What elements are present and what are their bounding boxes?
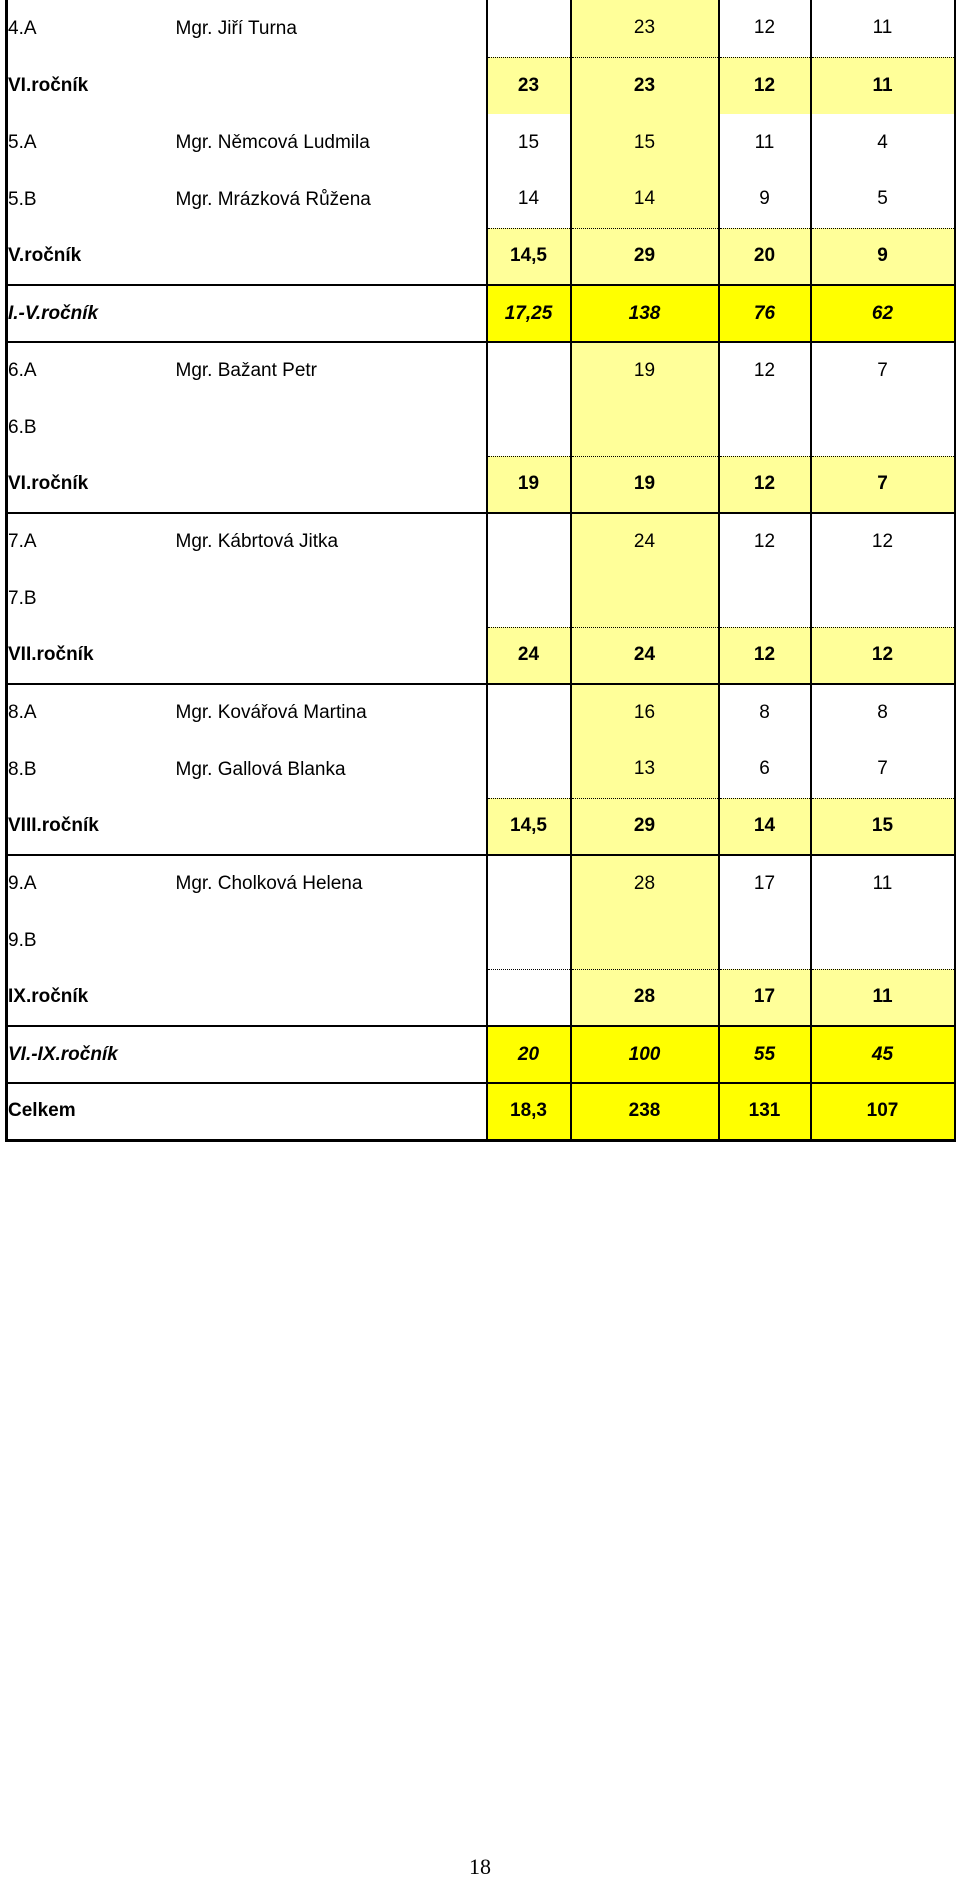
- class-cell: Celkem: [7, 1083, 176, 1140]
- girls-cell: 7: [811, 342, 955, 399]
- table-row: [7, 1026, 955, 1083]
- girls-cell: 45: [811, 1026, 955, 1083]
- girls-cell: 11: [811, 855, 955, 912]
- class-cell: 7.A: [7, 513, 176, 570]
- boys-cell: 12: [719, 342, 811, 399]
- girls-cell: 12: [811, 627, 955, 684]
- average-cell: [487, 399, 571, 456]
- total-cell: 23: [571, 57, 719, 114]
- total-cell: [571, 912, 719, 969]
- table-row: [7, 114, 955, 171]
- total-cell: 15: [571, 114, 719, 171]
- teacher-cell: Mgr. Němcová Ludmila: [175, 131, 370, 153]
- table-row: [7, 969, 955, 1026]
- total-cell: 28: [571, 855, 719, 912]
- teacher-cell: Mgr. Kovářová Martina: [176, 684, 487, 741]
- class-cell: VII.ročník: [7, 627, 176, 684]
- average-cell: 17,25: [487, 285, 571, 342]
- class-cell: 5.A: [7, 114, 176, 171]
- girls-cell: 11: [811, 57, 955, 114]
- girls-cell: 9: [811, 228, 955, 285]
- average-cell: 15: [487, 114, 571, 171]
- girls-cell: 11: [811, 0, 955, 57]
- average-cell: 14: [487, 171, 571, 228]
- teacher-cell: [176, 627, 487, 684]
- teacher-cell: [176, 456, 487, 513]
- total-cell: 28: [571, 969, 719, 1026]
- class-cell: 9.B: [7, 912, 176, 969]
- average-cell: 19: [487, 456, 571, 513]
- girls-cell: 107: [811, 1083, 955, 1140]
- boys-cell: 11: [719, 114, 811, 171]
- average-cell: 23: [487, 57, 571, 114]
- boys-cell: 12: [719, 456, 811, 513]
- total-cell: 14: [571, 171, 719, 228]
- table-row: [7, 627, 955, 684]
- table-row: [7, 798, 955, 855]
- teacher-cell: Mgr. Cholková Helena: [176, 855, 487, 912]
- total-cell: [571, 399, 719, 456]
- total-cell: 13: [571, 741, 719, 798]
- average-cell: 14,5: [487, 228, 571, 285]
- table-row: [7, 570, 955, 627]
- class-cell: 8.B: [7, 741, 176, 798]
- teacher-cell: Mgr. Mrázková Růžena: [175, 188, 371, 210]
- average-cell: 20: [487, 1026, 571, 1083]
- average-cell: 24: [487, 627, 571, 684]
- boys-cell: 12: [719, 57, 811, 114]
- average-cell: [487, 570, 571, 627]
- class-cell: V.ročník: [7, 228, 176, 285]
- boys-cell: [719, 399, 811, 456]
- average-cell: 18,3: [487, 1083, 571, 1140]
- girls-cell: 7: [811, 741, 955, 798]
- total-cell: 24: [571, 627, 719, 684]
- girls-cell: 7: [811, 456, 955, 513]
- table-row: [7, 513, 955, 570]
- average-cell: [487, 684, 571, 741]
- average-cell: 14,5: [487, 798, 571, 855]
- teacher-cell: [176, 399, 487, 456]
- table-row: [7, 1083, 955, 1140]
- total-cell: 238: [571, 1083, 719, 1140]
- total-cell: 29: [571, 798, 719, 855]
- total-cell: 138: [571, 285, 719, 342]
- girls-cell: 62: [811, 285, 955, 342]
- total-cell: 16: [571, 684, 719, 741]
- table-row: [7, 342, 955, 399]
- teacher-cell: Mgr. Kábrtová Jitka: [176, 513, 487, 570]
- girls-cell: 5: [811, 171, 955, 228]
- table-row: [7, 228, 955, 285]
- teacher-cell: [176, 1083, 487, 1140]
- table-row: [7, 0, 955, 57]
- class-cell: VI.ročník: [7, 456, 176, 513]
- table-row: [7, 456, 955, 513]
- total-cell: 23: [571, 0, 719, 57]
- class-cell: 9.A: [7, 855, 176, 912]
- total-cell: [571, 570, 719, 627]
- total-cell: 19: [571, 456, 719, 513]
- total-cell: 19: [571, 342, 719, 399]
- teacher-cell: Mgr. Jiří Turna: [175, 17, 297, 39]
- boys-cell: 14: [719, 798, 811, 855]
- class-cell: 4.A: [7, 0, 176, 57]
- class-statistics-table: [5, 0, 956, 1142]
- girls-cell: 12: [811, 513, 955, 570]
- average-cell: [487, 0, 571, 57]
- boys-cell: 12: [719, 513, 811, 570]
- teacher-cell: Mgr. Bažant Petr: [176, 342, 487, 399]
- girls-cell: 4: [811, 114, 955, 171]
- boys-cell: 76: [719, 285, 811, 342]
- boys-cell: 6: [719, 741, 811, 798]
- girls-cell: [811, 912, 955, 969]
- page-number: 18: [469, 1854, 491, 1879]
- class-cell: I.-V.ročník: [7, 285, 176, 342]
- total-cell: 29: [571, 228, 719, 285]
- table-row: [7, 285, 955, 342]
- boys-cell: 17: [719, 855, 811, 912]
- class-cell: IX.ročník: [7, 969, 176, 1026]
- boys-cell: [719, 570, 811, 627]
- teacher-cell: [176, 285, 487, 342]
- average-cell: [487, 855, 571, 912]
- teacher-cell: [176, 1026, 487, 1083]
- boys-cell: 8: [719, 684, 811, 741]
- teacher-cell: [176, 228, 487, 285]
- boys-cell: 9: [719, 171, 811, 228]
- table-row: [7, 912, 955, 969]
- girls-cell: 15: [811, 798, 955, 855]
- teacher-cell: [176, 912, 487, 969]
- boys-cell: [719, 912, 811, 969]
- girls-cell: 11: [811, 969, 955, 1026]
- class-cell: VI.-IX.ročník: [7, 1026, 176, 1083]
- girls-cell: [811, 570, 955, 627]
- boys-cell: 17: [719, 969, 811, 1026]
- class-cell: 7.B: [7, 570, 176, 627]
- class-cell: VI.ročník: [7, 57, 176, 114]
- average-cell: [487, 969, 571, 1026]
- table-row: [7, 741, 955, 798]
- teacher-cell: [176, 969, 487, 1026]
- class-cell: 6.B: [7, 399, 176, 456]
- class-cell: 8.A: [7, 684, 176, 741]
- table-row: [7, 171, 955, 228]
- girls-cell: [811, 399, 955, 456]
- table-row: [7, 57, 955, 114]
- table-row: [7, 399, 955, 456]
- teacher-cell: [176, 570, 487, 627]
- class-cell: 5.B: [7, 171, 176, 228]
- average-cell: [487, 912, 571, 969]
- teacher-cell: Mgr. Gallová Blanka: [175, 758, 346, 780]
- average-cell: [487, 342, 571, 399]
- boys-cell: 131: [719, 1083, 811, 1140]
- girls-cell: 8: [811, 684, 955, 741]
- average-cell: [487, 513, 571, 570]
- boys-cell: 12: [719, 0, 811, 57]
- teacher-cell: [176, 57, 487, 114]
- total-cell: 24: [571, 513, 719, 570]
- boys-cell: 55: [719, 1026, 811, 1083]
- class-cell: VIII.ročník: [7, 798, 176, 855]
- table-row: [7, 684, 955, 741]
- total-cell: 100: [571, 1026, 719, 1083]
- average-cell: [487, 741, 571, 798]
- boys-cell: 20: [719, 228, 811, 285]
- boys-cell: 12: [719, 627, 811, 684]
- class-cell: 6.A: [7, 342, 176, 399]
- table-row: [7, 855, 955, 912]
- teacher-cell: [176, 798, 487, 855]
